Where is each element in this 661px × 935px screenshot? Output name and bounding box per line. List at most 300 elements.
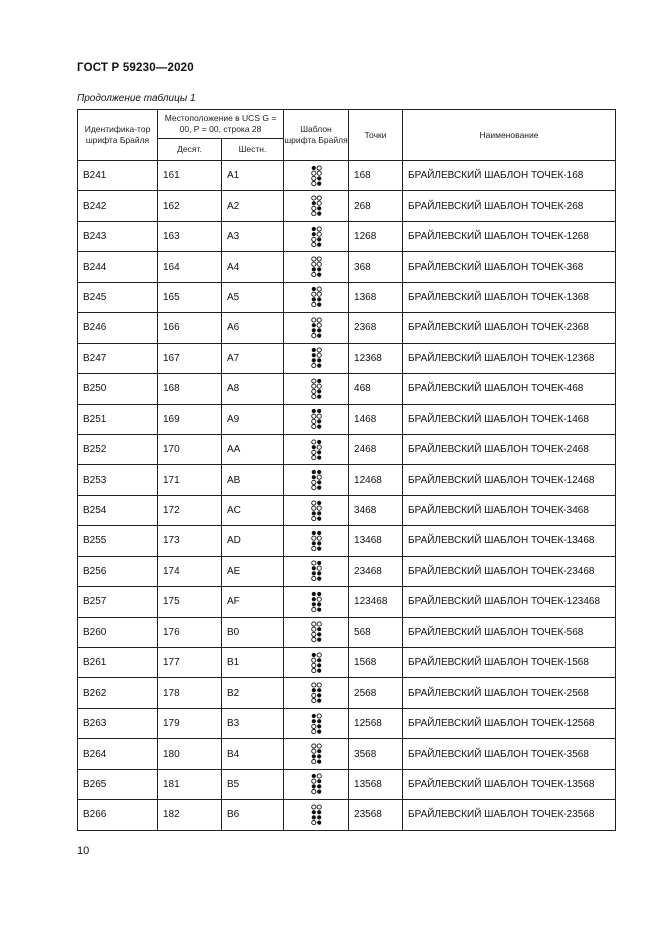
braille-dot-3 bbox=[311, 785, 315, 789]
braille-id-cell: B262 bbox=[78, 678, 158, 708]
braille-dot-4 bbox=[317, 805, 321, 809]
hex-cell: A3 bbox=[222, 221, 284, 251]
braille-pattern-icon bbox=[311, 226, 322, 248]
braille-dot-4 bbox=[317, 470, 321, 474]
braille-dot-1 bbox=[311, 470, 315, 474]
dots-cell: 12468 bbox=[349, 465, 403, 495]
braille-dot-3 bbox=[311, 267, 315, 271]
dots-cell: 23568 bbox=[349, 800, 403, 830]
table-row bbox=[78, 678, 616, 708]
braille-pattern-cell bbox=[284, 221, 349, 251]
braille-dot-1 bbox=[311, 622, 315, 626]
document-header: ГОСТ Р 59230—2020 bbox=[77, 62, 194, 74]
braille-dot-2 bbox=[311, 323, 315, 327]
braille-id-cell: B246 bbox=[78, 313, 158, 343]
braille-dot-8 bbox=[317, 790, 321, 794]
decimal-cell: 162 bbox=[158, 191, 222, 221]
braille-pattern-cell bbox=[284, 434, 349, 464]
braille-dot-1 bbox=[311, 257, 315, 261]
braille-dot-7 bbox=[311, 425, 315, 429]
braille-dot-1 bbox=[311, 348, 315, 352]
table-row bbox=[78, 708, 616, 738]
braille-dot-7 bbox=[311, 546, 315, 550]
braille-dot-6 bbox=[317, 633, 321, 637]
col-header-dots: Точки bbox=[349, 110, 403, 161]
hex-cell: A5 bbox=[222, 282, 284, 312]
name-cell: БРАЙЛЕВСКИЙ ШАБЛОН ТОЧЕК-23568 bbox=[403, 800, 616, 830]
braille-id-cell: B260 bbox=[78, 617, 158, 647]
hex-cell: B2 bbox=[222, 678, 284, 708]
braille-dot-8 bbox=[317, 729, 321, 733]
braille-pattern-cell bbox=[284, 587, 349, 617]
braille-pattern-icon bbox=[311, 773, 322, 795]
hex-cell: A2 bbox=[222, 191, 284, 221]
table-row bbox=[78, 434, 616, 464]
braille-dot-4 bbox=[317, 592, 321, 596]
braille-dot-6 bbox=[317, 450, 321, 454]
braille-dot-5 bbox=[317, 293, 321, 297]
braille-dot-6 bbox=[317, 541, 321, 545]
braille-dot-7 bbox=[311, 699, 315, 703]
dots-cell: 13568 bbox=[349, 769, 403, 799]
hex-cell: B6 bbox=[222, 800, 284, 830]
braille-dot-2 bbox=[311, 475, 315, 479]
braille-dot-2 bbox=[311, 536, 315, 540]
braille-dot-7 bbox=[311, 364, 315, 368]
braille-pattern-icon bbox=[311, 256, 322, 278]
braille-id-cell: B253 bbox=[78, 465, 158, 495]
name-cell: БРАЙЛЕВСКИЙ ШАБЛОН ТОЧЕК-23468 bbox=[403, 556, 616, 586]
braille-dot-1 bbox=[311, 561, 315, 565]
hex-cell: B4 bbox=[222, 739, 284, 769]
col-header-hex: Шестн. bbox=[222, 139, 284, 161]
braille-dot-7 bbox=[311, 577, 315, 581]
braille-dot-4 bbox=[317, 166, 321, 170]
braille-dot-3 bbox=[311, 511, 315, 515]
name-cell: БРАЙЛЕВСКИЙ ШАБЛОН ТОЧЕК-2468 bbox=[403, 434, 616, 464]
dots-cell: 23468 bbox=[349, 556, 403, 586]
braille-pattern-icon bbox=[311, 621, 322, 643]
braille-dot-6 bbox=[317, 237, 321, 241]
braille-pattern-icon bbox=[311, 591, 322, 613]
braille-dot-8 bbox=[317, 546, 321, 550]
decimal-cell: 167 bbox=[158, 343, 222, 373]
braille-pattern-cell bbox=[284, 556, 349, 586]
name-cell: БРАЙЛЕВСКИЙ ШАБЛОН ТОЧЕК-12368 bbox=[403, 343, 616, 373]
braille-dot-3 bbox=[311, 693, 315, 697]
braille-dot-7 bbox=[311, 273, 315, 277]
braille-pattern-cell bbox=[284, 678, 349, 708]
name-cell: БРАЙЛЕВСКИЙ ШАБЛОН ТОЧЕК-368 bbox=[403, 252, 616, 282]
braille-dot-4 bbox=[317, 379, 321, 383]
decimal-cell: 166 bbox=[158, 313, 222, 343]
hex-cell: A7 bbox=[222, 343, 284, 373]
hex-cell: B1 bbox=[222, 648, 284, 678]
braille-dot-7 bbox=[311, 516, 315, 520]
braille-dot-3 bbox=[311, 420, 315, 424]
braille-dot-1 bbox=[311, 500, 315, 504]
braille-pattern-cell bbox=[284, 769, 349, 799]
braille-dot-7 bbox=[311, 760, 315, 764]
braille-dot-8 bbox=[317, 699, 321, 703]
braille-dot-4 bbox=[317, 713, 321, 717]
braille-dot-5 bbox=[317, 719, 321, 723]
name-cell: БРАЙЛЕВСКИЙ ШАБЛОН ТОЧЕК-268 bbox=[403, 191, 616, 221]
braille-dot-5 bbox=[317, 567, 321, 571]
table-row bbox=[78, 404, 616, 434]
braille-id-cell: B257 bbox=[78, 587, 158, 617]
braille-dot-4 bbox=[317, 287, 321, 291]
hex-cell: AE bbox=[222, 556, 284, 586]
braille-dot-3 bbox=[311, 176, 315, 180]
braille-dot-6 bbox=[317, 572, 321, 576]
braille-dot-8 bbox=[317, 242, 321, 246]
decimal-cell: 177 bbox=[158, 648, 222, 678]
braille-dot-7 bbox=[311, 333, 315, 337]
braille-dot-5 bbox=[317, 384, 321, 388]
hex-cell: AF bbox=[222, 587, 284, 617]
braille-dot-7 bbox=[311, 638, 315, 642]
braille-pattern-cell bbox=[284, 800, 349, 830]
hex-cell: A1 bbox=[222, 161, 284, 191]
dots-cell: 2568 bbox=[349, 678, 403, 708]
braille-dot-6 bbox=[317, 815, 321, 819]
braille-pattern-icon bbox=[311, 804, 322, 826]
dots-cell: 12368 bbox=[349, 343, 403, 373]
table-row bbox=[78, 648, 616, 678]
braille-dot-4 bbox=[317, 196, 321, 200]
braille-pattern-cell bbox=[284, 739, 349, 769]
braille-dot-7 bbox=[311, 820, 315, 824]
dots-cell: 2468 bbox=[349, 434, 403, 464]
braille-dot-6 bbox=[317, 389, 321, 393]
decimal-cell: 182 bbox=[158, 800, 222, 830]
dots-cell: 1468 bbox=[349, 404, 403, 434]
braille-dot-5 bbox=[317, 414, 321, 418]
braille-dot-4 bbox=[317, 257, 321, 261]
table-row bbox=[78, 374, 616, 404]
dots-cell: 1368 bbox=[349, 282, 403, 312]
table-row bbox=[78, 800, 616, 830]
braille-pattern-icon bbox=[311, 195, 322, 217]
hex-cell: A9 bbox=[222, 404, 284, 434]
dots-cell: 268 bbox=[349, 191, 403, 221]
decimal-cell: 172 bbox=[158, 495, 222, 525]
braille-dot-8 bbox=[317, 577, 321, 581]
decimal-cell: 171 bbox=[158, 465, 222, 495]
dots-cell: 2368 bbox=[349, 313, 403, 343]
braille-pattern-icon bbox=[311, 165, 322, 187]
table-row bbox=[78, 526, 616, 556]
hex-cell: A4 bbox=[222, 252, 284, 282]
braille-dot-5 bbox=[317, 232, 321, 236]
braille-dot-6 bbox=[317, 176, 321, 180]
braille-pattern-cell bbox=[284, 404, 349, 434]
braille-dot-2 bbox=[311, 780, 315, 784]
hex-cell: B0 bbox=[222, 617, 284, 647]
table-row bbox=[78, 495, 616, 525]
braille-dot-6 bbox=[317, 785, 321, 789]
col-header-id: Идентифика-тор шрифта Брайля bbox=[78, 110, 158, 161]
braille-dot-7 bbox=[311, 455, 315, 459]
braille-dot-8 bbox=[317, 607, 321, 611]
braille-dot-7 bbox=[311, 729, 315, 733]
braille-dot-2 bbox=[311, 749, 315, 753]
braille-id-cell: B256 bbox=[78, 556, 158, 586]
braille-pattern-icon bbox=[311, 713, 322, 735]
braille-pattern-cell bbox=[284, 343, 349, 373]
name-cell: БРАЙЛЕВСКИЙ ШАБЛОН ТОЧЕК-3468 bbox=[403, 495, 616, 525]
braille-dot-6 bbox=[317, 480, 321, 484]
hex-cell: A6 bbox=[222, 313, 284, 343]
braille-dot-6 bbox=[317, 420, 321, 424]
braille-pattern-cell bbox=[284, 648, 349, 678]
braille-dot-5 bbox=[317, 201, 321, 205]
braille-dot-2 bbox=[311, 414, 315, 418]
braille-dot-6 bbox=[317, 663, 321, 667]
braille-id-cell: B247 bbox=[78, 343, 158, 373]
braille-dot-7 bbox=[311, 181, 315, 185]
table-row bbox=[78, 282, 616, 312]
braille-dot-5 bbox=[317, 780, 321, 784]
braille-id-cell: B241 bbox=[78, 161, 158, 191]
braille-dot-6 bbox=[317, 754, 321, 758]
dots-cell: 368 bbox=[349, 252, 403, 282]
braille-dot-5 bbox=[317, 536, 321, 540]
name-cell: БРАЙЛЕВСКИЙ ШАБЛОН ТОЧЕК-3568 bbox=[403, 739, 616, 769]
decimal-cell: 165 bbox=[158, 282, 222, 312]
col-header-pattern: Шаблон шрифта Брайля bbox=[284, 110, 349, 161]
braille-id-cell: B242 bbox=[78, 191, 158, 221]
decimal-cell: 161 bbox=[158, 161, 222, 191]
table-row bbox=[78, 343, 616, 373]
braille-dot-8 bbox=[317, 668, 321, 672]
table-row bbox=[78, 556, 616, 586]
braille-dot-8 bbox=[317, 212, 321, 216]
table-body bbox=[78, 161, 616, 831]
braille-dot-8 bbox=[317, 181, 321, 185]
braille-dot-4 bbox=[317, 531, 321, 535]
braille-pattern-cell bbox=[284, 708, 349, 738]
braille-pattern-icon bbox=[311, 682, 322, 704]
decimal-cell: 176 bbox=[158, 617, 222, 647]
braille-dot-8 bbox=[317, 455, 321, 459]
braille-dot-8 bbox=[317, 486, 321, 490]
braille-dot-1 bbox=[311, 653, 315, 657]
dots-cell: 468 bbox=[349, 374, 403, 404]
braille-dot-6 bbox=[317, 693, 321, 697]
braille-dot-3 bbox=[311, 815, 315, 819]
braille-dot-5 bbox=[317, 353, 321, 357]
braille-dot-4 bbox=[317, 500, 321, 504]
name-cell: БРАЙЛЕВСКИЙ ШАБЛОН ТОЧЕК-2368 bbox=[403, 313, 616, 343]
decimal-cell: 169 bbox=[158, 404, 222, 434]
braille-dot-3 bbox=[311, 541, 315, 545]
braille-dot-8 bbox=[317, 273, 321, 277]
table-row bbox=[78, 161, 616, 191]
braille-dot-1 bbox=[311, 683, 315, 687]
braille-dot-2 bbox=[311, 567, 315, 571]
dots-cell: 3568 bbox=[349, 739, 403, 769]
braille-dot-4 bbox=[317, 744, 321, 748]
braille-dot-3 bbox=[311, 663, 315, 667]
braille-id-cell: B263 bbox=[78, 708, 158, 738]
braille-pattern-icon bbox=[311, 530, 322, 552]
braille-pattern-cell bbox=[284, 526, 349, 556]
braille-dot-8 bbox=[317, 425, 321, 429]
name-cell: БРАЙЛЕВСКИЙ ШАБЛОН ТОЧЕК-468 bbox=[403, 374, 616, 404]
decimal-cell: 178 bbox=[158, 678, 222, 708]
braille-dot-2 bbox=[311, 384, 315, 388]
braille-dot-5 bbox=[317, 688, 321, 692]
braille-dot-1 bbox=[311, 713, 315, 717]
braille-dot-3 bbox=[311, 633, 315, 637]
braille-pattern-icon bbox=[311, 408, 322, 430]
name-cell: БРАЙЛЕВСКИЙ ШАБЛОН ТОЧЕК-168 bbox=[403, 161, 616, 191]
braille-dot-1 bbox=[311, 166, 315, 170]
braille-dot-4 bbox=[317, 561, 321, 565]
name-cell: БРАЙЛЕВСКИЙ ШАБЛОН ТОЧЕК-1568 bbox=[403, 648, 616, 678]
braille-dot-8 bbox=[317, 333, 321, 337]
braille-dot-1 bbox=[311, 774, 315, 778]
braille-dot-1 bbox=[311, 805, 315, 809]
hex-cell: AC bbox=[222, 495, 284, 525]
braille-pattern-icon bbox=[311, 439, 322, 461]
dots-cell: 168 bbox=[349, 161, 403, 191]
braille-dot-1 bbox=[311, 226, 315, 230]
braille-dot-5 bbox=[317, 810, 321, 814]
braille-dot-3 bbox=[311, 389, 315, 393]
dots-cell: 568 bbox=[349, 617, 403, 647]
braille-dot-2 bbox=[311, 597, 315, 601]
braille-dot-5 bbox=[317, 445, 321, 449]
braille-dot-2 bbox=[311, 506, 315, 510]
braille-dot-4 bbox=[317, 409, 321, 413]
table-row bbox=[78, 191, 616, 221]
braille-dot-8 bbox=[317, 760, 321, 764]
braille-dot-3 bbox=[311, 724, 315, 728]
braille-pattern-icon bbox=[311, 286, 322, 308]
braille-dot-2 bbox=[311, 232, 315, 236]
braille-dot-6 bbox=[317, 724, 321, 728]
braille-dot-8 bbox=[317, 303, 321, 307]
decimal-cell: 168 bbox=[158, 374, 222, 404]
braille-dot-7 bbox=[311, 212, 315, 216]
dots-cell: 123468 bbox=[349, 587, 403, 617]
braille-dot-5 bbox=[317, 658, 321, 662]
braille-dot-5 bbox=[317, 506, 321, 510]
braille-dot-1 bbox=[311, 409, 315, 413]
braille-dot-4 bbox=[317, 318, 321, 322]
braille-dot-1 bbox=[311, 318, 315, 322]
decimal-cell: 180 bbox=[158, 739, 222, 769]
braille-id-cell: B243 bbox=[78, 221, 158, 251]
braille-dot-8 bbox=[317, 638, 321, 642]
name-cell: БРАЙЛЕВСКИЙ ШАБЛОН ТОЧЕК-13568 bbox=[403, 769, 616, 799]
braille-dot-4 bbox=[317, 683, 321, 687]
braille-dot-1 bbox=[311, 744, 315, 748]
braille-dot-6 bbox=[317, 267, 321, 271]
braille-dot-2 bbox=[311, 353, 315, 357]
braille-dot-1 bbox=[311, 196, 315, 200]
decimal-cell: 163 bbox=[158, 221, 222, 251]
name-cell: БРАЙЛЕВСКИЙ ШАБЛОН ТОЧЕК-1368 bbox=[403, 282, 616, 312]
braille-pattern-cell bbox=[284, 191, 349, 221]
braille-dot-2 bbox=[311, 627, 315, 631]
braille-dot-6 bbox=[317, 206, 321, 210]
braille-dot-3 bbox=[311, 602, 315, 606]
braille-id-cell: B250 bbox=[78, 374, 158, 404]
braille-dot-5 bbox=[317, 627, 321, 631]
hex-cell: B5 bbox=[222, 769, 284, 799]
dots-cell: 1568 bbox=[349, 648, 403, 678]
dots-cell: 1268 bbox=[349, 221, 403, 251]
braille-dot-4 bbox=[317, 348, 321, 352]
braille-id-cell: B254 bbox=[78, 495, 158, 525]
col-header-dec: Десят. bbox=[158, 139, 222, 161]
name-cell: БРАЙЛЕВСКИЙ ШАБЛОН ТОЧЕК-2568 bbox=[403, 678, 616, 708]
braille-dot-1 bbox=[311, 592, 315, 596]
name-cell: БРАЙЛЕВСКИЙ ШАБЛОН ТОЧЕК-568 bbox=[403, 617, 616, 647]
braille-dot-6 bbox=[317, 359, 321, 363]
braille-pattern-icon bbox=[311, 317, 322, 339]
braille-dot-5 bbox=[317, 749, 321, 753]
braille-pattern-icon bbox=[311, 560, 322, 582]
hex-cell: AD bbox=[222, 526, 284, 556]
braille-dot-4 bbox=[317, 226, 321, 230]
braille-dot-5 bbox=[317, 323, 321, 327]
braille-dot-4 bbox=[317, 774, 321, 778]
braille-dot-2 bbox=[311, 201, 315, 205]
braille-dot-2 bbox=[311, 719, 315, 723]
braille-dot-6 bbox=[317, 328, 321, 332]
braille-pattern-cell bbox=[284, 252, 349, 282]
braille-dot-7 bbox=[311, 303, 315, 307]
braille-dot-1 bbox=[311, 440, 315, 444]
hex-cell: B3 bbox=[222, 708, 284, 738]
braille-dot-2 bbox=[311, 171, 315, 175]
braille-dot-8 bbox=[317, 364, 321, 368]
decimal-cell: 170 bbox=[158, 434, 222, 464]
braille-dot-1 bbox=[311, 379, 315, 383]
braille-id-cell: B261 bbox=[78, 648, 158, 678]
braille-pattern-cell bbox=[284, 617, 349, 647]
braille-dot-2 bbox=[311, 658, 315, 662]
name-cell: БРАЙЛЕВСКИЙ ШАБЛОН ТОЧЕК-123468 bbox=[403, 587, 616, 617]
dots-cell: 13468 bbox=[349, 526, 403, 556]
braille-dot-7 bbox=[311, 394, 315, 398]
braille-id-cell: B266 bbox=[78, 800, 158, 830]
col-header-location: Местоположение в UCS G = 00, Р = 00, строка 28 bbox=[158, 110, 284, 139]
name-cell: БРАЙЛЕВСКИЙ ШАБЛОН ТОЧЕК-1468 bbox=[403, 404, 616, 434]
braille-dot-3 bbox=[311, 298, 315, 302]
braille-dot-2 bbox=[311, 293, 315, 297]
braille-dot-1 bbox=[311, 287, 315, 291]
name-cell: БРАЙЛЕВСКИЙ ШАБЛОН ТОЧЕК-13468 bbox=[403, 526, 616, 556]
dots-cell: 3468 bbox=[349, 495, 403, 525]
table-row bbox=[78, 221, 616, 251]
hex-cell: AA bbox=[222, 434, 284, 464]
name-cell: БРАЙЛЕВСКИЙ ШАБЛОН ТОЧЕК-1268 bbox=[403, 221, 616, 251]
braille-pattern-icon bbox=[311, 469, 322, 491]
braille-id-cell: B251 bbox=[78, 404, 158, 434]
braille-dot-3 bbox=[311, 237, 315, 241]
braille-dot-3 bbox=[311, 328, 315, 332]
braille-dot-5 bbox=[317, 597, 321, 601]
braille-dot-2 bbox=[311, 262, 315, 266]
braille-pattern-cell bbox=[284, 282, 349, 312]
braille-dot-2 bbox=[311, 445, 315, 449]
